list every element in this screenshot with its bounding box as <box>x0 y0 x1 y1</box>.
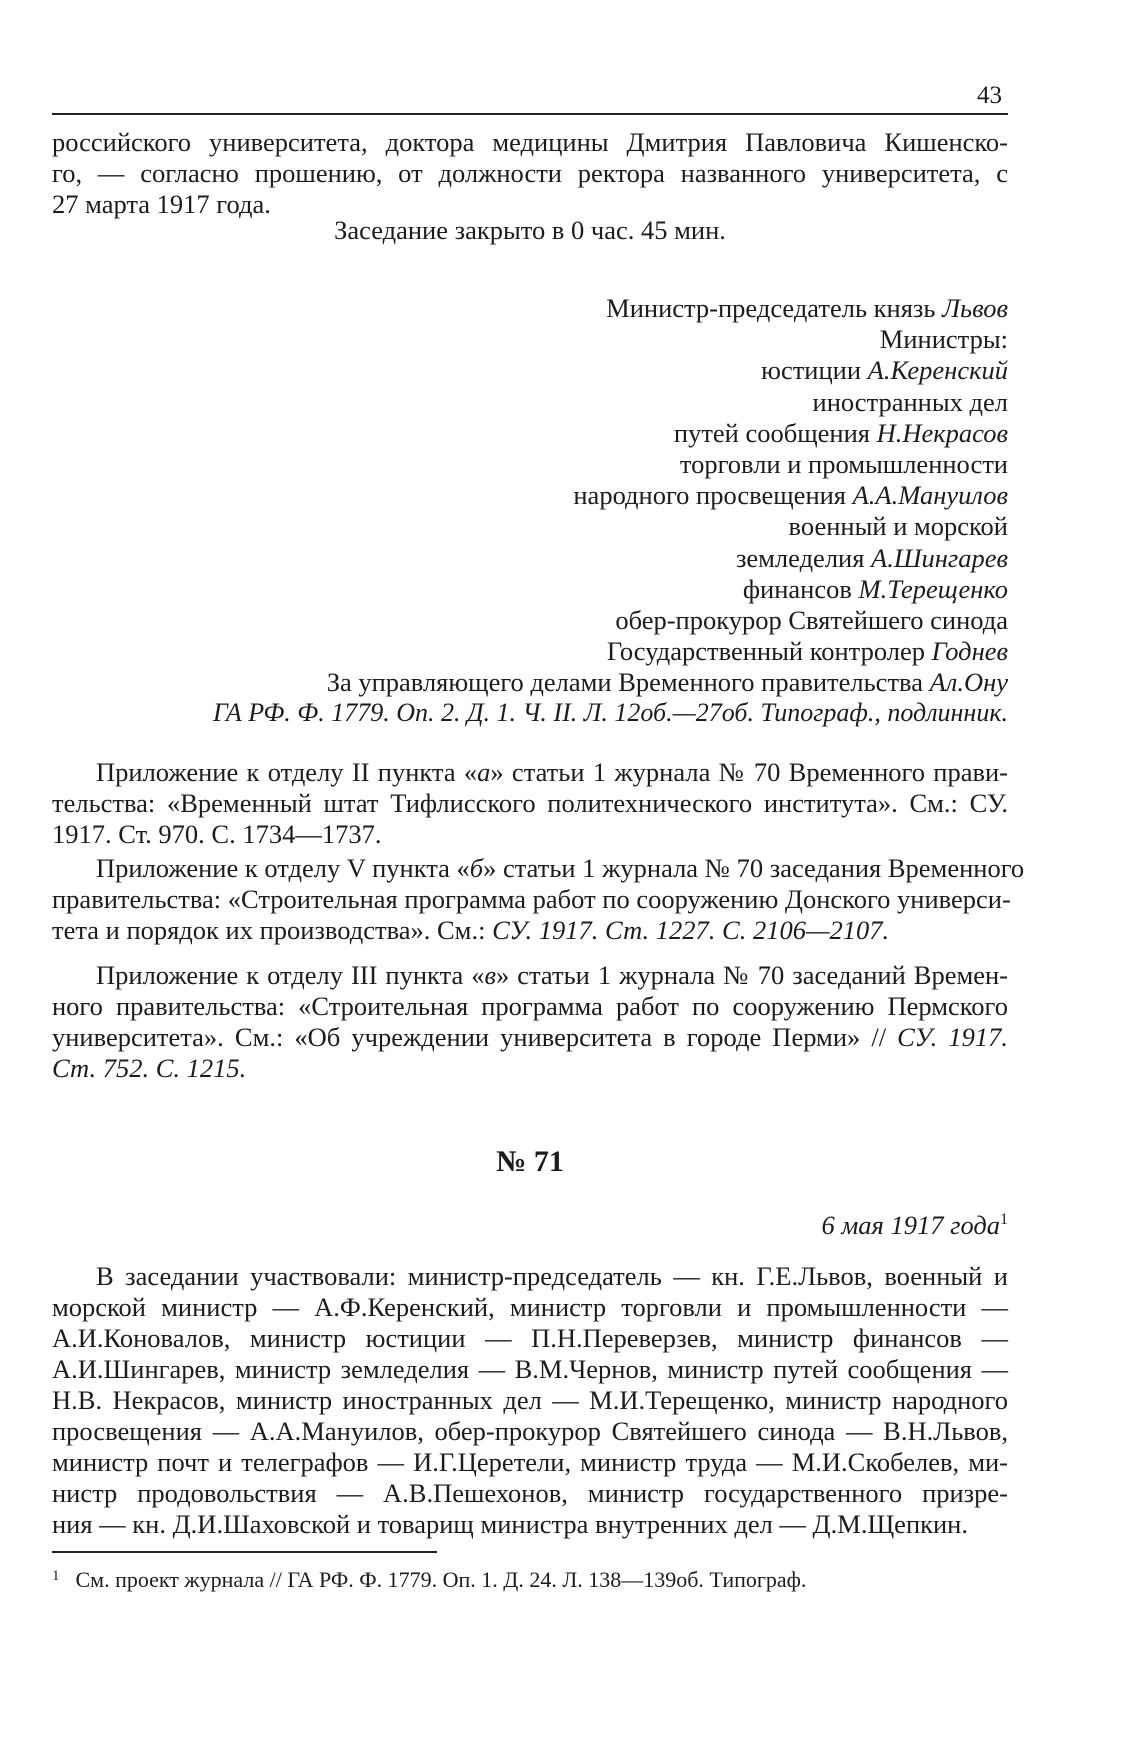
appendix-line: правительства: «Строительная программа работ по сооружению Донского универси- <box>52 884 1011 914</box>
signature-line: торговли и промышленности <box>679 449 1008 480</box>
participants-line: А.И.Шингарев, министр земледелия — В.М.Чернов, министр путей сообщения — <box>52 1354 1008 1384</box>
footnote-marker: 1 <box>1000 1211 1008 1228</box>
appendix-line: Ст. 752. С. 1215. <box>52 1053 247 1083</box>
signature-line: иностранных дел <box>812 386 1008 417</box>
signature-line: юстиции А.Керенский <box>761 355 1008 386</box>
appendix-c <box>52 960 1008 1084</box>
archive-reference: ГА РФ. Ф. 1779. Оп. 2. Д. 1. Ч. II. Л. 12об.—27об. Типограф., подлинник. <box>212 698 1008 727</box>
appendix-line: тельства: «Временный штат Тифлисского политехнического института». См.: СУ. <box>52 788 1008 818</box>
page-number: 43 <box>977 82 1002 109</box>
signature-line: обер-прокурор Святейшего синода <box>615 605 1008 636</box>
signature-line: народного просвещения А.А.Мануилов <box>573 480 1008 511</box>
signature-line: Государственный контролер Годнев <box>606 636 1008 667</box>
participants-line: ния — кн. Д.И.Шаховской и товарищ министра внутренних дел — Д.М.Щепкин. <box>52 1509 968 1539</box>
intro-paragraph <box>52 127 1008 220</box>
appendix-line: тета и порядок их производства». См.: СУ. 1917. Ст. 1227. С. 2106—2107. <box>52 915 890 945</box>
participants-line: А.И.Коновалов, министр юстиции — П.Н.Переверзев, министр финансов — <box>52 1323 1008 1353</box>
signatures-block <box>327 293 1008 699</box>
participants-paragraph <box>52 1261 1008 1540</box>
appendix-line: Приложение к отделу II пункта «а» статьи 1 журнала № 70 Временного прави- <box>96 757 1008 787</box>
document-number: № 71 <box>496 1145 564 1178</box>
intro-line: российского университета, доктора медицины Дмитрия Павловича Кишенско- <box>52 127 1008 157</box>
session-closed: Заседание закрыто в 0 час. 45 мин. <box>334 215 726 245</box>
document-date: 6 мая 1917 года$^1$ <box>821 1210 1008 1240</box>
signature-line: земледелия А.Шингарев <box>735 542 1008 573</box>
appendix-line: 1917. Ст. 970. С. 1734—1737. <box>52 819 382 849</box>
participants-line: нистр продовольствия — А.В.Пешехонов, министр государственного призре- <box>52 1478 1008 1508</box>
footnote-text: См. проект журнала // ГА РФ. Ф. 1779. Оп. 1. Д. 24. Л. 138—139об. Типограф. <box>75 1567 807 1592</box>
participants-line: просвещения — А.А.Мануилов, обер-прокурор Святейшего синода — В.Н.Львов, <box>52 1416 1008 1446</box>
footnote <box>52 1567 806 1593</box>
signature-line: финансов М.Терещенко <box>742 573 1008 604</box>
participants-line: министр почт и телеграфов — И.Г.Церетели, министр труда — М.И.Скобелев, ми- <box>52 1447 1008 1477</box>
appendix-b <box>52 853 1025 946</box>
appendix-line: ного правительства: «Строительная программа работ по сооружению Пермского <box>52 991 1008 1021</box>
signature-line: путей сообщения Н.Некрасов <box>673 417 1008 448</box>
appendix-a <box>52 757 1008 850</box>
participants-line: морской министр — А.Ф.Керенский, министр торговли и промышленности — <box>52 1292 1008 1322</box>
appendix-line: Приложение к отделу III пункта «в» статьи 1 журнала № 70 заседаний Времен- <box>96 960 1008 990</box>
footnote-rule <box>52 1551 437 1553</box>
signature-line: военный и морской <box>788 511 1008 542</box>
signature-line: За управляющего делами Временного правительства Ал.Ону <box>326 667 1008 698</box>
appendix-line: Приложение к отделу V пункта «б» статьи 1 журнала № 70 заседания Временного <box>96 853 1025 883</box>
header-rule <box>52 113 1008 115</box>
footnote-number: 1 <box>52 1568 60 1584</box>
participants-line: Н.В. Некрасов, министр иностранных дел — М.И.Терещенко, министр народного <box>52 1385 1008 1415</box>
intro-line: го, — согласно прошению, от должности ректора названного университета, с <box>52 158 1008 188</box>
document-page <box>52 0 1025 1739</box>
signature-line: Министры: <box>879 324 1008 355</box>
appendix-line: университета». См.: «Об учреждении университета в городе Перми» // СУ. 1917. <box>52 1022 1008 1052</box>
signature-line: Министр-председатель князь Львов <box>606 293 1008 323</box>
intro-line: 27 марта 1917 года. <box>52 189 271 219</box>
participants-line: В заседании участвовали: министр-председатель — кн. Г.Е.Львов, военный и <box>96 1261 1008 1291</box>
